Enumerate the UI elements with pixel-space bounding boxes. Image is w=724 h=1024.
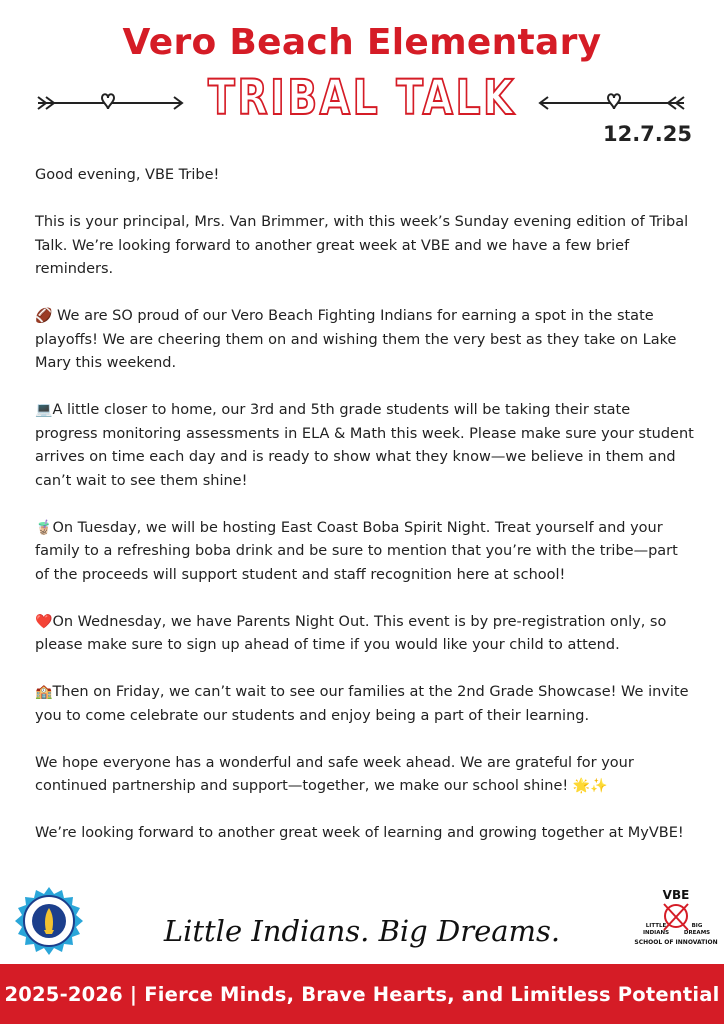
paragraph-text: We are SO proud of our Vero Beach Fighting Indians for earning a spot in the state playoffs! We are cheering them on and wishing them the very best as they take on Lake Mary this weekend. xyxy=(35,308,677,371)
school-icon: 🏫 xyxy=(35,684,53,700)
parents-night-paragraph xyxy=(35,611,695,658)
paragraph-text: On Tuesday, we will be hosting East Coast Boba Spirit Night. Treat yourself and your family to a refreshing boba drink and be sure to mention that you’re with the tribe—part of the proceeds will support student and staff recognition here at school! xyxy=(35,519,678,583)
footer-banner-text: 2025-2026 | Fierce Minds, Brave Hearts, and Limitless Potential xyxy=(4,982,720,1006)
closing-paragraph xyxy=(35,752,695,799)
paragraph-text: Then on Friday, we can’t wait to see our families at the 2nd Grade Showcase! We invite you to come celebrate our students and enjoy being a part of their learning. xyxy=(35,684,689,724)
logo-text-line2: INDIANS xyxy=(642,930,670,936)
footer-banner xyxy=(0,964,724,1024)
tagline: Little Indians. Big Dreams. xyxy=(163,914,561,948)
logo-text-line1: LITTLE xyxy=(645,923,667,929)
boba-paragraph xyxy=(35,517,695,588)
assessment-paragraph xyxy=(35,399,695,493)
paragraph-text: A little closer to home, our 3rd and 5th grade students will be taking their state progress monitoring assessments in ELA & Math this week. Please make sure your student arrives on time each day and is ready to show what they know—we believe in them and can’t wait to see them shine! xyxy=(35,402,694,489)
decorative-arrow-heart-right-icon xyxy=(534,88,686,118)
signoff-paragraph: We’re looking forward to another great week of learning and growing together at MyVBE! xyxy=(35,825,684,841)
paragraph-text: We hope everyone has a wonderful and safe week ahead. We are grateful for your continued partnership and support—together, we make our school shine! xyxy=(35,754,634,794)
intro-paragraph: This is your principal, Mrs. Van Brimmer, with this week’s Sunday evening edition of Tribal Talk. We’re looking forward to another great week at VBE and we have a few brief reminders. xyxy=(35,214,689,277)
greeting: Good evening, VBE Tribe! xyxy=(35,167,220,183)
logo-vbe-text: VBE xyxy=(662,888,690,902)
newsletter-date: 12.7.25 xyxy=(602,122,692,146)
newsletter-title: TRIBAL TALK xyxy=(208,70,516,126)
logo-text-line3: BIG xyxy=(691,923,703,929)
stars-icon: 🌟✨ xyxy=(572,778,608,794)
letter-body xyxy=(35,164,695,869)
laptop-icon: 💻 xyxy=(35,402,53,418)
football-paragraph xyxy=(35,305,695,376)
logo-text-line4: DREAMS xyxy=(683,930,711,936)
boba-icon: 🧋 xyxy=(35,519,53,536)
paragraph-text: On Wednesday, we have Parents Night Out. This event is by pre-registration only, so please make sure to sign up ahead of time if you would like your child to attend. xyxy=(35,613,667,653)
football-icon: 🏈 xyxy=(35,308,53,324)
showcase-paragraph xyxy=(35,681,695,728)
logo-text-line5: SCHOOL OF INNOVATION xyxy=(634,939,718,946)
vbe-school-logo xyxy=(634,886,718,950)
heart-icon: ❤️ xyxy=(35,613,53,630)
school-name: Vero Beach Elementary xyxy=(122,22,602,63)
